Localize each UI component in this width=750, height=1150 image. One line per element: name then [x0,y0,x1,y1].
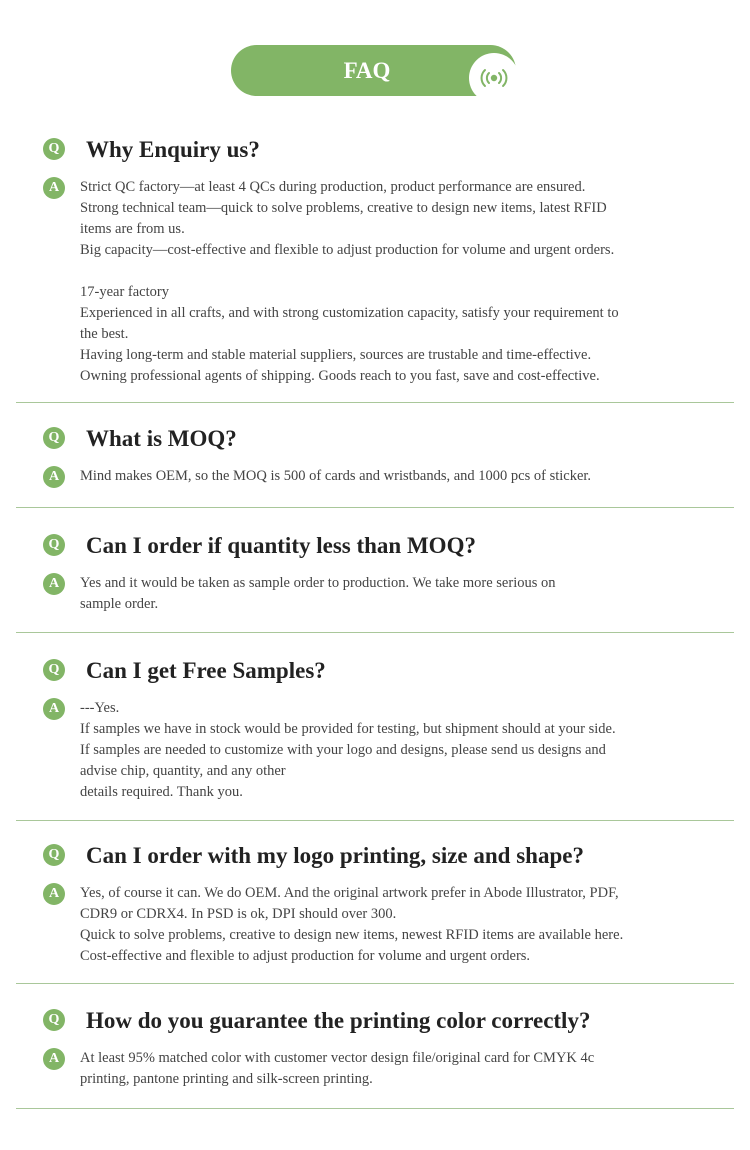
answer-line: Mind makes OEM, so the MOQ is 500 of cards and wristbands, and 1000 pcs of sticker. [80,468,592,484]
answer-line: If samples are needed to customize with your logo and designs, please send us designs and advise chip, quantity, and any other [80,742,606,779]
answer-line: details required. Thank you. [80,784,243,800]
faq-answer [80,573,730,615]
faq-header [231,45,516,96]
rfid-signal-icon [469,53,519,103]
faq-question: Can I order with my logo printing, size and shape? [86,843,584,868]
answer-line: Experienced in all crafts, and with strong customization capacity, satisfy your requirement to the best. [80,305,619,342]
answer-line: Strict QC factory—at least 4 QCs during production, product performance are ensured. [80,179,586,195]
answer-icon: A [43,698,65,720]
divider [16,402,734,403]
answer-line: Owning professional agents of shipping. Goods reach to you fast, save and cost-effective. [80,368,600,384]
faq-question: Can I get Free Samples? [86,658,326,683]
answer-icon: A [43,1048,65,1070]
question-icon: Q [43,534,65,556]
answer-line: Big capacity—cost-effective and flexible to adjust production for volume and urgent orders. [80,242,615,258]
question-icon: Q [43,659,65,681]
answer-icon: A [43,573,65,595]
faq-title: FAQ [343,58,391,83]
question-icon: Q [43,1009,65,1031]
faq-answer [80,466,730,487]
answer-line: Having long-term and stable material suppliers, sources are trustable and time-effective. [80,347,592,363]
answer-line: Cost-effective and flexible to adjust production for volume and urgent orders. [80,948,531,964]
answer-icon: A [43,883,65,905]
faq-answer [80,883,730,967]
answer-line: ---Yes. [80,700,120,716]
answer-line: Strong technical team—quick to solve problems, creative to design new items, latest RFID items are from us. [80,200,607,237]
faq-question: What is MOQ? [86,426,237,451]
faq-answer [80,177,730,387]
faq-answer [80,1048,730,1090]
divider [16,983,734,984]
faq-question: How do you guarantee the printing color correctly? [86,1008,591,1033]
divider [16,820,734,821]
question-icon: Q [43,427,65,449]
divider [16,632,734,633]
answer-spacer [80,261,730,282]
faq-question: Can I order if quantity less than MOQ? [86,533,476,558]
answer-icon: A [43,177,65,199]
question-icon: Q [43,138,65,160]
faq-answer [80,698,730,803]
divider [16,1108,734,1109]
answer-line: At least 95% matched color with customer vector design file/original card for CMYK 4c printing, pantone printing and silk-screen printing. [80,1050,595,1087]
answer-line: Quick to solve problems, creative to design new items, newest RFID items are available here. [80,927,624,943]
answer-line: If samples we have in stock would be provided for testing, but shipment should at your side. [80,721,616,737]
answer-line: Yes and it would be taken as sample order to production. We take more serious on sample order. [80,575,556,612]
question-icon: Q [43,844,65,866]
faq-question: Why Enquiry us? [86,137,260,162]
divider [16,507,734,508]
answer-line: 17-year factory [80,284,169,300]
answer-line: Yes, of course it can. We do OEM. And the original artwork prefer in Abode Illustrator, PDF, CDR9 or CDRX4. In PSD is ok, DPI should over 300. [80,885,619,922]
answer-icon: A [43,466,65,488]
